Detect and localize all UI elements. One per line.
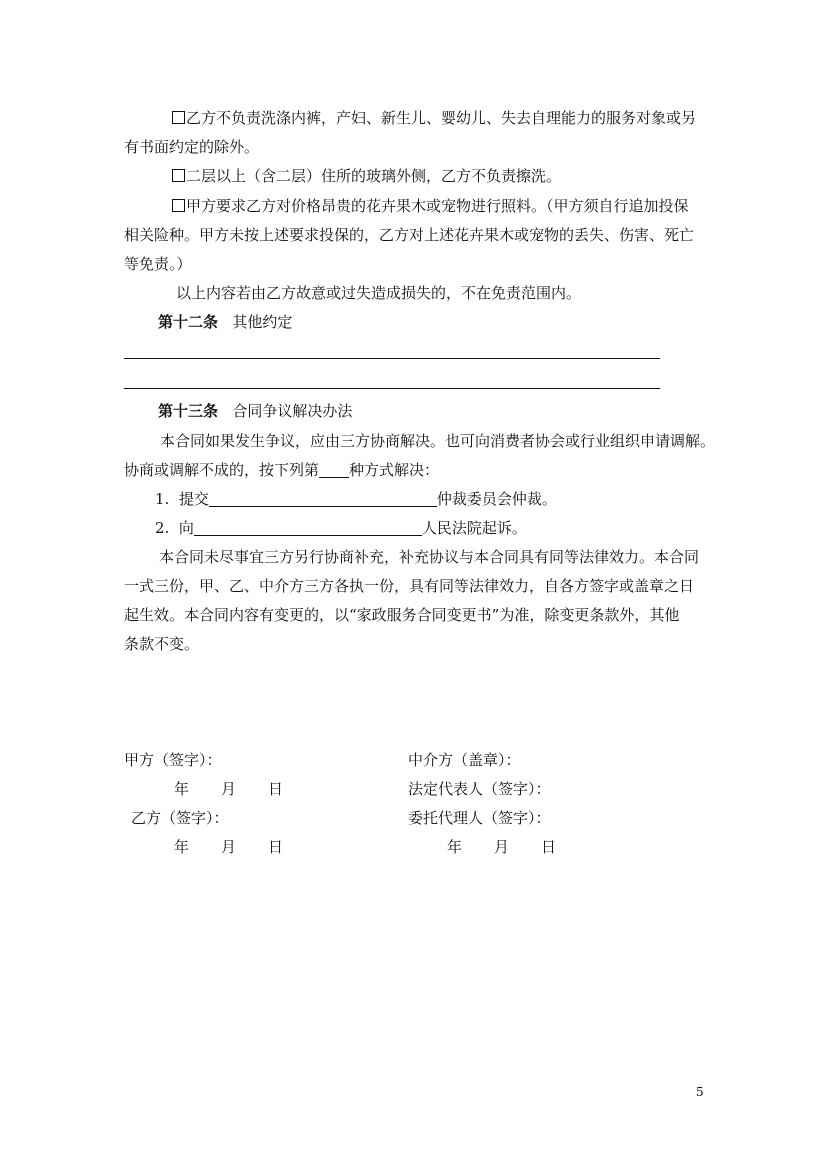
party-a-date: 年 月 日 [174, 780, 284, 798]
article-number: 第十三条 [158, 402, 219, 420]
article-title: 其他约定 [232, 313, 293, 331]
article-number: 第十二条 [158, 313, 219, 331]
arbitration-committee-blank[interactable] [209, 490, 437, 507]
checkbox[interactable] [172, 169, 185, 182]
legal-representative-label: 法定代表人（签字）： [408, 780, 551, 798]
article-13-para-2-line-2: 一式三份，甲、乙、中介方三方各执一份，具有同等法律效力，自各方签字或盖章之日 [124, 577, 695, 595]
article-13-para-2-line-3: 起生效。本合同内容有变更的，以“家政服务合同变更书”为准，除变更条款外，其他 [124, 606, 680, 624]
exemption-item-3-line-3: 等免责。） [124, 255, 192, 273]
blank-line-2[interactable] [124, 388, 660, 389]
agency-seal-label: 中介方（盖章）： [408, 751, 521, 769]
checkbox[interactable] [172, 111, 185, 124]
exemption-item-1-line-1: 乙方不负责洗涤内裤，产妇、新生儿、婴幼儿、失去自理能力的服务对象或另 [172, 108, 696, 128]
checkbox[interactable] [172, 199, 185, 212]
article-13-para-2-line-4: 条款不变。 [124, 635, 200, 653]
exemption-note: 以上内容若由乙方故意或过失造成损失的，不在免责范围内。 [176, 284, 582, 302]
party-b-signature-label: 乙方（签字）： [131, 809, 229, 827]
exemption-item-3-line-1: 甲方要求乙方对价格昂贵的花卉果木或宠物进行照料。（甲方须自行追加投保 [172, 196, 689, 216]
page-number: 5 [696, 1085, 704, 1099]
agency-date: 年 月 日 [447, 838, 557, 856]
court-name-blank[interactable] [194, 519, 422, 536]
option-2: 2. 向 人民法院起诉。 [155, 519, 527, 537]
exemption-item-2-line-1: 二层以上（含二层）住所的玻璃外侧，乙方不负责擦洗。 [172, 166, 561, 186]
blank-line-1[interactable] [124, 358, 660, 359]
method-number-blank[interactable] [319, 461, 349, 478]
exemption-item-3-line-2: 相关险种。甲方未按上述要求投保的，乙方对上述花卉果木或宠物的丢失、伤害、死亡 [124, 226, 695, 244]
authorized-agent-label: 委托代理人（签字）： [408, 809, 551, 827]
article-13-heading [158, 401, 352, 421]
option-1: 1. 提交 仲裁委员会仲裁。 [155, 490, 557, 508]
exemption-item-1-line-2: 有书面约定的除外。 [124, 138, 260, 156]
article-title: 合同争议解决办法 [232, 402, 353, 420]
article-13-para-1-line-1: 本合同如果发生争议，应由三方协商解决。也可向消费者协会或行业组织申请调解。 [160, 432, 716, 450]
article-12-heading [158, 312, 292, 332]
party-b-date: 年 月 日 [174, 838, 284, 856]
article-13-para-2-line-1: 本合同未尽事宜三方另行协商补充，补充协议与本合同具有同等法律效力。本合同 [159, 548, 700, 566]
article-13-para-1-line-2: 协商或调解不成的，按下列第 种方式解决： [124, 461, 440, 479]
party-a-signature-label: 甲方（签字）： [124, 751, 222, 769]
